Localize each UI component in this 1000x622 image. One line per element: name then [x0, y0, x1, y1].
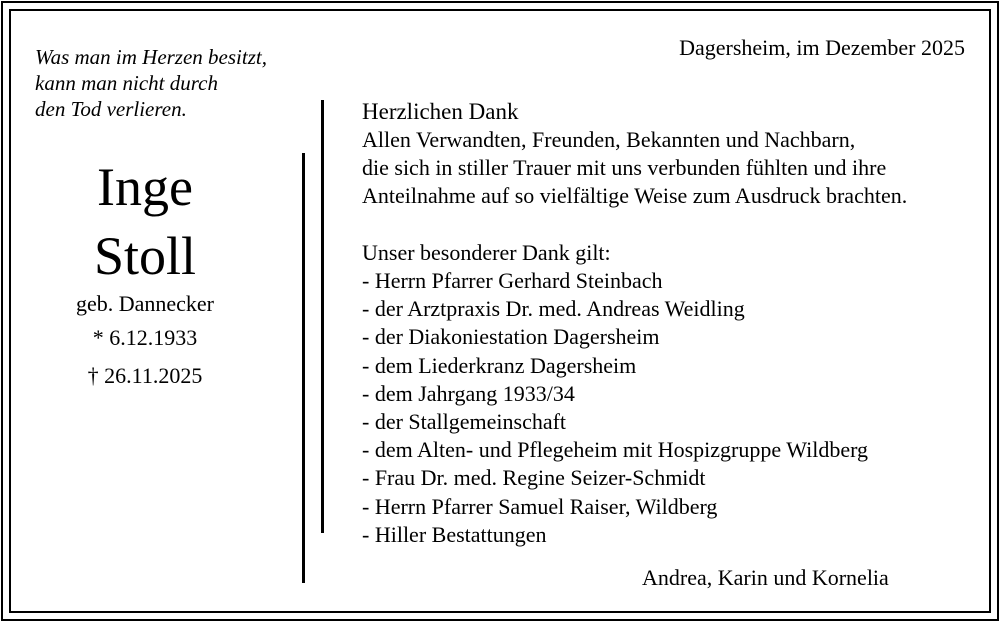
special-thanks-item: - Herrn Pfarrer Samuel Raiser, Wildberg: [362, 493, 718, 519]
thanks-section: [362, 98, 907, 549]
special-thanks-item: - der Arztpraxis Dr. med. Andreas Weidling: [362, 296, 745, 322]
spacer: [362, 210, 907, 239]
thanks-heading: Herzlichen Dank: [362, 99, 519, 124]
special-thanks-intro: Unser besonderer Dank gilt:: [362, 240, 611, 265]
special-thanks-item: - dem Alten- und Pflegeheim mit Hospizgruppe Wildberg: [362, 437, 869, 463]
quote-line: den Tod verlieren.: [35, 97, 187, 121]
special-thanks-item: - dem Jahrgang 1933/34: [362, 380, 575, 406]
death-date: † 26.11.2025: [87, 363, 203, 388]
quote-line: Was man im Herzen besitzt,: [35, 45, 267, 69]
special-thanks-item: - der Diakoniestation Dagersheim: [362, 324, 660, 350]
first-name: Inge: [97, 157, 193, 217]
vertical-rule: [302, 153, 305, 583]
memorial-quote: [35, 44, 267, 122]
place-date: Dagersheim, im Dezember 2025: [679, 35, 965, 60]
quote-line: kann man nicht durch: [35, 71, 218, 95]
special-thanks-item: - Frau Dr. med. Regine Seizer-Schmidt: [362, 465, 706, 491]
thanks-body-line: Anteilnahme auf so vielfältige Weise zum Ausdruck brachten.: [362, 183, 908, 208]
last-name: Stoll: [93, 226, 197, 286]
vertical-rule: [321, 100, 324, 533]
special-thanks-item: - dem Liederkranz Dagersheim: [362, 352, 637, 378]
special-thanks-item: - Herrn Pfarrer Gerhard Steinbach: [362, 268, 663, 293]
special-thanks-item: - Hiller Bestattungen: [362, 521, 547, 547]
signature: Andrea, Karin und Kornelia: [642, 565, 889, 590]
birth-date: * 6.12.1933: [92, 325, 198, 350]
birth-name: geb. Dannecker: [75, 291, 215, 316]
thanks-body-line: Allen Verwandten, Freunden, Bekannten und Nachbarn,: [362, 127, 856, 152]
thanks-body-line: die sich in stiller Trauer mit uns verbunden fühlten und ihre: [362, 155, 887, 180]
special-thanks-item: - der Stallgemeinschaft: [362, 409, 567, 435]
